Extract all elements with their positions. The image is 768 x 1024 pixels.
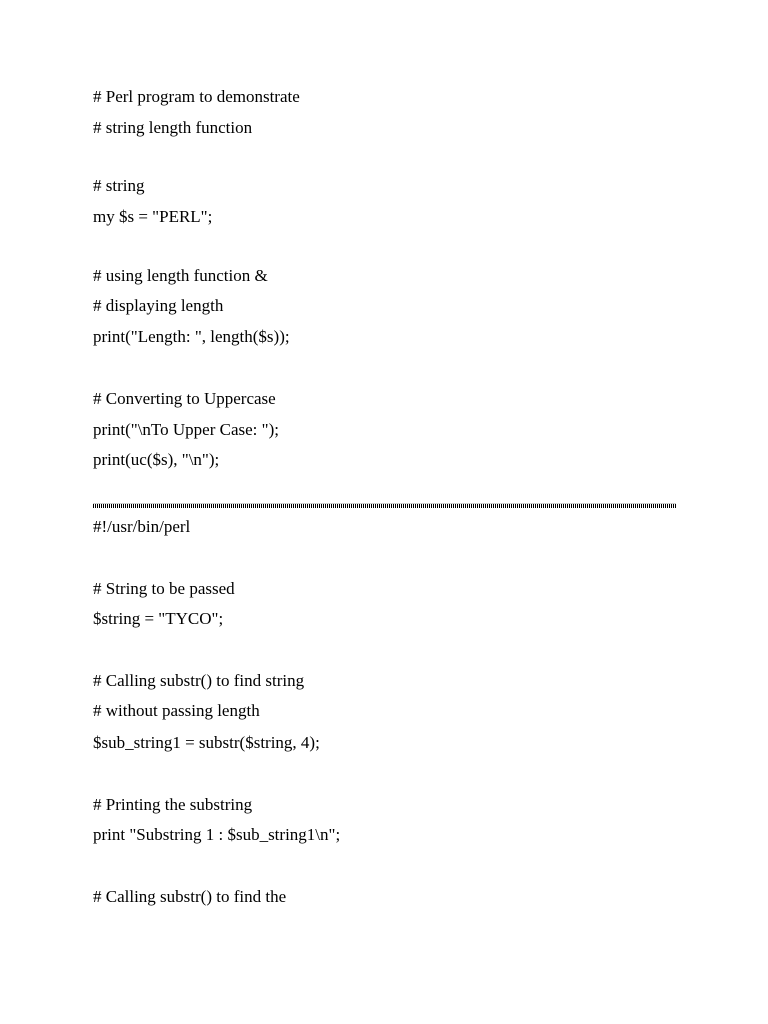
section-divider [93, 503, 676, 508]
code-comment-line: # Calling substr() to find the [93, 887, 287, 906]
code-line: print("\nTo Upper Case: "); [93, 420, 279, 439]
code-comment-line: # string [93, 176, 145, 195]
code-comment-line: # Printing the substring [93, 795, 253, 814]
code-line: print(uc($s), "\n"); [93, 450, 220, 469]
code-comment-line: # displaying length [93, 296, 224, 315]
code-line: $sub_string1 = substr($string, 4); [93, 733, 320, 752]
code-line: print("Length: ", length($s)); [93, 327, 290, 346]
code-line: my $s = "PERL"; [93, 207, 213, 226]
code-comment-line: # string length function [93, 118, 253, 137]
code-comment-line: # without passing length [93, 701, 260, 720]
code-comment-line: # String to be passed [93, 579, 235, 598]
code-comment-line: # using length function & [93, 266, 268, 285]
code-line: print "Substring 1 : $sub_string1\n"; [93, 825, 341, 844]
code-comment-line: # Converting to Uppercase [93, 389, 276, 408]
code-comment-line: # Calling substr() to find string [93, 671, 305, 690]
code-line: $string = "TYCO"; [93, 609, 224, 628]
code-comment-line: # Perl program to demonstrate [93, 87, 300, 106]
code-line: #!/usr/bin/perl [93, 517, 191, 536]
